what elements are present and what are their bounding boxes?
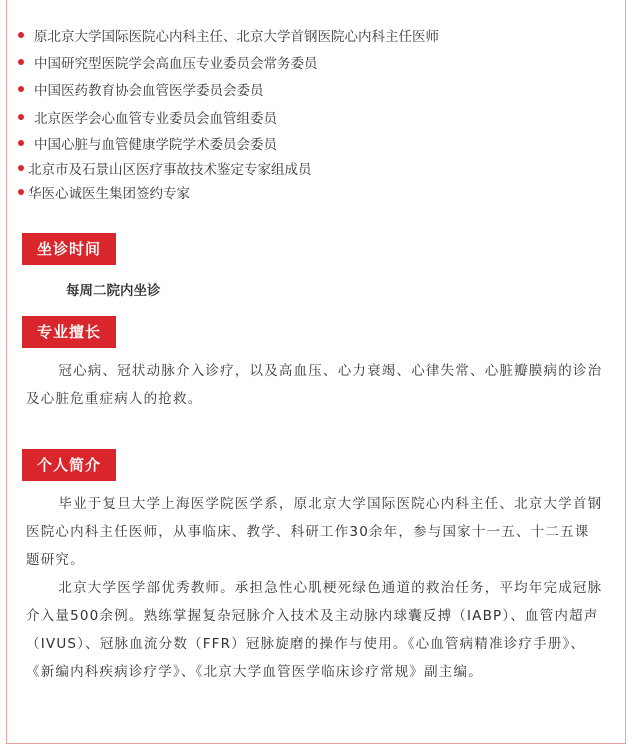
position-text: 中国心脏与血管健康学院学术委员会委员 xyxy=(34,137,277,153)
position-item xyxy=(18,48,618,75)
bullet-dot-icon xyxy=(18,114,24,120)
bio-paragraph-2: 北京大学医学部优秀教师。承担急性心肌梗死绿色通道的救治任务，平均年完成冠脉介入量500余例。熟练掌握复杂冠脉介入技术及主动脉内球囊反搏（IABP）、血管内超声（IVUS）、冠脉血流分数（FFR）冠脉旋磨的操作与使用。《心血管病精准诊疗手册》、《新编内科疾病诊疗学》、《北京大学血管医学临床诊疗常规》副主编。 xyxy=(26,580,603,680)
position-item xyxy=(18,75,618,103)
position-item xyxy=(18,22,618,48)
bullet-dot-icon xyxy=(18,32,24,38)
positions-list xyxy=(18,22,618,204)
position-item xyxy=(18,156,618,180)
bullet-dot-icon xyxy=(18,189,24,195)
specialty-text: 冠心病、冠状动脉介入诊疗，以及高血压、心力衰竭、心律失常、心脏瓣膜病的诊治及心脏危重症病人的抢救。 xyxy=(26,363,603,407)
position-item xyxy=(18,130,618,156)
bio-heading: 个人简介 xyxy=(22,449,116,481)
bullet-dot-icon xyxy=(18,86,24,92)
position-item xyxy=(18,103,618,130)
position-text: 中国研究型医院学会高血压专业委员会常务委员 xyxy=(34,55,318,72)
schedule-heading: 坐诊时间 xyxy=(22,233,116,265)
bullet-dot-icon xyxy=(18,59,24,65)
position-text: 北京医学会心血管专业委员会血管组委员 xyxy=(34,110,277,127)
position-item xyxy=(18,180,618,204)
schedule-text: 每周二院内坐诊 xyxy=(66,283,161,299)
bullet-dot-icon xyxy=(18,165,24,171)
position-text: 华医心诚医生集团签约专家 xyxy=(28,186,190,202)
position-text: 中国医药教育协会血管医学委员会委员 xyxy=(34,83,264,99)
position-text: 北京市及石景山区医疗事故技术鉴定专家组成员 xyxy=(28,162,312,178)
specialty-heading: 专业擅长 xyxy=(22,316,116,348)
position-text: 原北京大学国际医院心内科主任、北京大学首钢医院心内科主任医师 xyxy=(34,29,439,45)
bullet-dot-icon xyxy=(18,140,24,146)
bio-paragraph-1: 毕业于复旦大学上海医学院医学系，原北京大学国际医院心内科主任、北京大学首钢医院心内科主任医师，从事临床、教学、科研工作30余年，参与国家十一五、十二五课题研究。 xyxy=(26,496,603,568)
